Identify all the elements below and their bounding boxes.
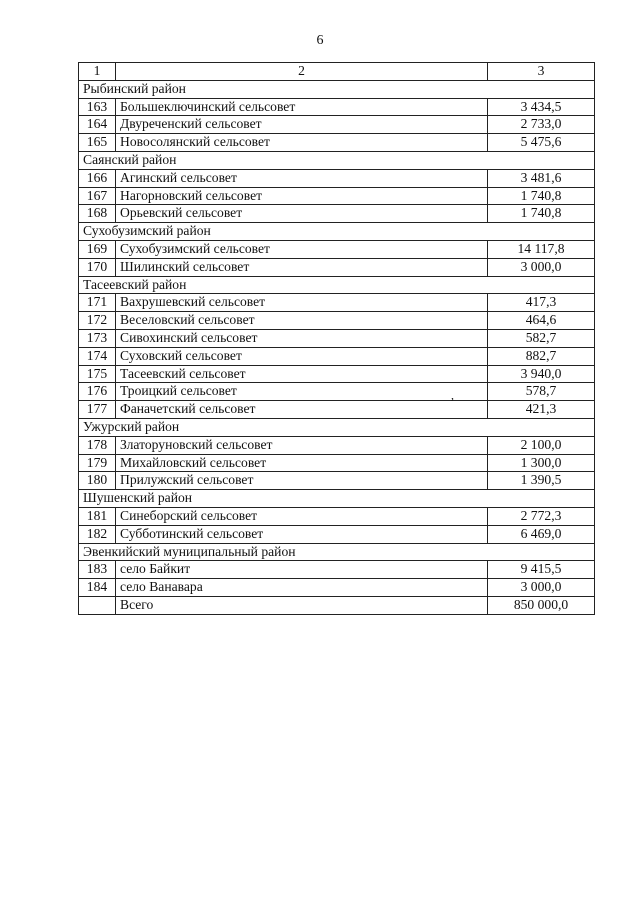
- row-name: Нагорновский сельсовет: [116, 187, 488, 205]
- row-name: Двуреченский сельсовет: [116, 116, 488, 134]
- row-name: Вахрушевский сельсовет: [116, 294, 488, 312]
- row-number: 166: [79, 169, 116, 187]
- table-row: [79, 383, 595, 401]
- district-name: Рыбинский район: [79, 80, 595, 98]
- row-name: Сухобузимский сельсовет: [116, 240, 488, 258]
- row-name: Прилужский сельсовет: [116, 472, 488, 490]
- row-name: Веселовский сельсовет: [116, 312, 488, 330]
- row-number: 178: [79, 436, 116, 454]
- row-value: 3 000,0: [488, 258, 595, 276]
- table-row: [79, 312, 595, 330]
- header-cell-3: 3: [488, 63, 595, 81]
- row-number: 179: [79, 454, 116, 472]
- row-number: 177: [79, 401, 116, 419]
- row-name: Новосолянский сельсовет: [116, 134, 488, 152]
- row-value: 5 475,6: [488, 134, 595, 152]
- table-row: [79, 454, 595, 472]
- district-row: [79, 223, 595, 241]
- row-name: Михайловский сельсовет: [116, 454, 488, 472]
- table-row: [79, 240, 595, 258]
- table-row: [79, 365, 595, 383]
- district-row: [79, 151, 595, 169]
- table-header-row: [79, 63, 595, 81]
- district-row: [79, 418, 595, 436]
- row-number: 181: [79, 507, 116, 525]
- district-row: [79, 543, 595, 561]
- row-number: 168: [79, 205, 116, 223]
- table-row: [79, 187, 595, 205]
- table-row: [79, 596, 595, 614]
- table-row: [79, 436, 595, 454]
- row-number: 176: [79, 383, 116, 401]
- table-row: [79, 579, 595, 597]
- district-name: Саянский район: [79, 151, 595, 169]
- district-name: Эвенкийский муниципальный район: [79, 543, 595, 561]
- row-number: 171: [79, 294, 116, 312]
- table-row: [79, 561, 595, 579]
- row-value: 2 772,3: [488, 507, 595, 525]
- row-name: Большеключинский сельсовет: [116, 98, 488, 116]
- row-number: 165: [79, 134, 116, 152]
- row-value: 582,7: [488, 329, 595, 347]
- row-number: 174: [79, 347, 116, 365]
- page-number: 6: [316, 33, 324, 48]
- row-name: Субботинский сельсовет: [116, 525, 488, 543]
- district-name: Шушенский район: [79, 490, 595, 508]
- row-value: 417,3: [488, 294, 595, 312]
- row-name: село Байкит: [116, 561, 488, 579]
- row-number: 172: [79, 312, 116, 330]
- row-number: 169: [79, 240, 116, 258]
- district-name: Ужурский район: [79, 418, 595, 436]
- district-row: [79, 490, 595, 508]
- row-value: 3 481,6: [488, 169, 595, 187]
- row-value: 578,7: [488, 383, 595, 401]
- table-row: [79, 401, 595, 419]
- row-value: 14 117,8: [488, 240, 595, 258]
- row-name: село Ванавара: [116, 579, 488, 597]
- row-name: Суховский сельсовет: [116, 347, 488, 365]
- table-row: [79, 169, 595, 187]
- row-value: 850 000,0: [488, 596, 595, 614]
- row-value: 9 415,5: [488, 561, 595, 579]
- row-number: [79, 596, 116, 614]
- table-row: [79, 347, 595, 365]
- table-row: [79, 98, 595, 116]
- row-name: Всего: [116, 596, 488, 614]
- row-value: 1 390,5: [488, 472, 595, 490]
- row-number: 184: [79, 579, 116, 597]
- row-name: Фаначетский сельсовет: [116, 401, 488, 419]
- table-body: [79, 63, 595, 615]
- row-name: Синеборский сельсовет: [116, 507, 488, 525]
- row-value: 1 740,8: [488, 205, 595, 223]
- table-row: [79, 205, 595, 223]
- row-name: Агинский сельсовет: [116, 169, 488, 187]
- table-row: [79, 525, 595, 543]
- district-name: Сухобузимский район: [79, 223, 595, 241]
- row-name: Троицкий сельсовет: [116, 383, 488, 401]
- table-row: [79, 329, 595, 347]
- row-value: 882,7: [488, 347, 595, 365]
- allocation-table: [78, 62, 595, 615]
- row-name: Сивохинский сельсовет: [116, 329, 488, 347]
- row-value: 3 000,0: [488, 579, 595, 597]
- row-value: 421,3: [488, 401, 595, 419]
- row-value: 3 434,5: [488, 98, 595, 116]
- row-number: 163: [79, 98, 116, 116]
- table-row: [79, 294, 595, 312]
- table-row: [79, 116, 595, 134]
- row-value: 2 733,0: [488, 116, 595, 134]
- header-cell-1: 1: [79, 63, 116, 81]
- district-row: [79, 276, 595, 294]
- row-number: 167: [79, 187, 116, 205]
- row-value: 6 469,0: [488, 525, 595, 543]
- row-number: 182: [79, 525, 116, 543]
- row-number: 173: [79, 329, 116, 347]
- district-name: Тасеевский район: [79, 276, 595, 294]
- row-number: 180: [79, 472, 116, 490]
- header-cell-2: 2: [116, 63, 488, 81]
- table-row: [79, 507, 595, 525]
- row-value: 3 940,0: [488, 365, 595, 383]
- row-value: 1 300,0: [488, 454, 595, 472]
- row-number: 170: [79, 258, 116, 276]
- row-value: 464,6: [488, 312, 595, 330]
- stray-mark: ,: [451, 388, 454, 402]
- table-row: [79, 258, 595, 276]
- row-name: Орьевский сельсовет: [116, 205, 488, 223]
- row-value: 1 740,8: [488, 187, 595, 205]
- row-number: 175: [79, 365, 116, 383]
- row-name: Тасеевский сельсовет: [116, 365, 488, 383]
- table-row: [79, 134, 595, 152]
- table-row: [79, 472, 595, 490]
- row-value: 2 100,0: [488, 436, 595, 454]
- row-name: Златоруновский сельсовет: [116, 436, 488, 454]
- district-row: [79, 80, 595, 98]
- row-number: 164: [79, 116, 116, 134]
- row-number: 183: [79, 561, 116, 579]
- row-name: Шилинский сельсовет: [116, 258, 488, 276]
